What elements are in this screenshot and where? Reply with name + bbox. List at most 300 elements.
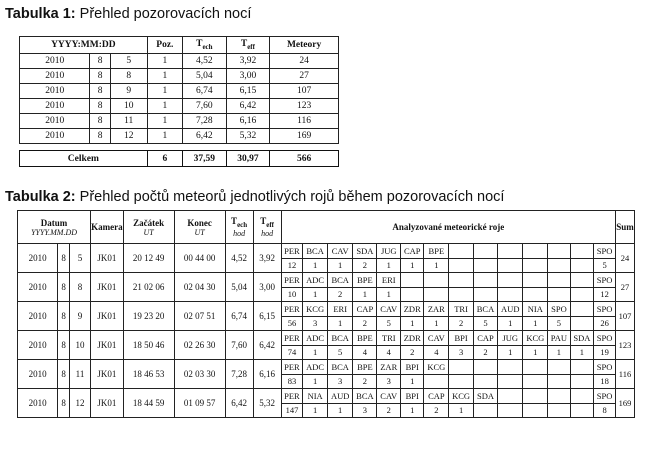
shower-count: 1 [303, 287, 328, 302]
shower-count: 3 [449, 345, 474, 360]
shower-count [424, 287, 449, 302]
t1-cell: 8 [90, 69, 110, 84]
t2-col-teff-sub: hod [261, 228, 274, 238]
shower-code [473, 360, 497, 375]
t2-cam-cell: JK01 [91, 331, 124, 360]
t1-col-tech-t: T [196, 39, 203, 50]
table-row [20, 99, 339, 114]
shower-code [473, 244, 497, 259]
table-row [18, 302, 635, 317]
spo-label: SPO [594, 302, 616, 317]
shower-count [498, 258, 523, 273]
shower-code: CAP [400, 244, 424, 259]
shower-count: 2 [328, 287, 353, 302]
t1-cell: 6,16 [226, 114, 270, 129]
shower-code [449, 360, 474, 375]
shower-code [523, 360, 548, 375]
t2-end-cell: 02 26 30 [174, 331, 225, 360]
shower-count: 1 [548, 345, 571, 360]
shower-code [548, 244, 571, 259]
spo-count: 18 [594, 374, 616, 389]
t2-d-cell: 10 [69, 331, 90, 360]
t1-col-teff-t: T [240, 39, 248, 50]
shower-code: BCA [328, 273, 353, 288]
shower-code: BCA [303, 244, 328, 259]
t2-m-cell: 8 [58, 273, 70, 302]
t1-cell: 8 [90, 99, 110, 114]
t2-col-datum-sub: YYYY.MM.DD [31, 227, 78, 237]
shower-code: PER [281, 244, 303, 259]
gap-cell [20, 144, 339, 151]
shower-code: PER [281, 273, 303, 288]
shower-count [570, 258, 594, 273]
t2-tech-cell: 4,52 [225, 244, 253, 273]
shower-count [570, 374, 594, 389]
table-row [20, 54, 339, 69]
t2-teff-cell: 3,00 [253, 273, 281, 302]
shower-count [498, 403, 523, 418]
t2-m-cell: 8 [58, 331, 70, 360]
shower-count: 1 [328, 258, 353, 273]
shower-count: 2 [353, 258, 377, 273]
t2-y-cell: 2010 [18, 273, 58, 302]
t1-cell: 8 [90, 129, 110, 144]
shower-code: ZDR [400, 331, 424, 346]
t1-cell: 1 [147, 99, 182, 114]
shower-count [570, 316, 594, 331]
shower-code: PAU [548, 331, 571, 346]
t1-cell: 27 [270, 69, 339, 84]
shower-code [523, 389, 548, 404]
t2-teff-cell: 5,32 [253, 389, 281, 418]
shower-count: 1 [498, 316, 523, 331]
shower-code [523, 273, 548, 288]
shower-count: 2 [473, 345, 497, 360]
table1-caption-text: Přehled pozorovacích nocí [75, 6, 252, 22]
t1-cell: 6,74 [183, 84, 227, 99]
table2-caption-label: Tabulka 2: [5, 189, 76, 205]
t1-col-date: YYYY:MM:DD [20, 37, 148, 54]
shower-code [498, 360, 523, 375]
shower-code: SDA [353, 244, 377, 259]
shower-count: 3 [328, 374, 353, 389]
shower-code: BCA [328, 360, 353, 375]
shower-count: 3 [377, 374, 401, 389]
shower-code: KCG [449, 389, 474, 404]
shower-count [570, 403, 594, 418]
t2-end-cell: 02 07 51 [174, 302, 225, 331]
t1-cell: 2010 [20, 99, 90, 114]
t2-end-cell: 02 04 30 [174, 273, 225, 302]
shower-code: CAP [424, 389, 449, 404]
shower-code: CAV [328, 244, 353, 259]
t2-col-tech-t: T [231, 216, 238, 227]
t1-col-meteory: Meteory [270, 37, 339, 54]
t2-m-cell: 8 [58, 389, 70, 418]
t1-cell: 9 [110, 84, 147, 99]
shower-count: 1 [523, 316, 548, 331]
shower-code: ADC [303, 360, 328, 375]
t1-cell: 1 [147, 129, 182, 144]
shower-count [523, 403, 548, 418]
t1-cell: 11 [110, 114, 147, 129]
shower-code: BPI [400, 360, 424, 375]
t2-y-cell: 2010 [18, 244, 58, 273]
t2-col-zacatek-sub: UT [143, 227, 154, 237]
shower-count: 5 [473, 316, 497, 331]
table2-body [18, 244, 635, 418]
t1-cell: 8 [90, 114, 110, 129]
table-row [18, 360, 635, 375]
t2-col-sum: Sum [616, 211, 635, 244]
shower-count [570, 287, 594, 302]
shower-code: CAP [473, 331, 497, 346]
shower-code: CAP [353, 302, 377, 317]
t1-cell: 8 [90, 54, 110, 69]
shower-count: 1 [400, 374, 424, 389]
shower-code: BPI [400, 389, 424, 404]
t1-cell: 107 [270, 84, 339, 99]
shower-count: 1 [424, 316, 449, 331]
shower-code: ZAR [424, 302, 449, 317]
t1-cell: 3,00 [226, 69, 270, 84]
shower-count: 2 [400, 345, 424, 360]
t2-cam-cell: JK01 [91, 244, 124, 273]
shower-count: 4 [424, 345, 449, 360]
shower-count [523, 258, 548, 273]
t1-cell: 24 [270, 54, 339, 69]
shower-count [473, 403, 497, 418]
t1-cell: 2010 [20, 69, 90, 84]
t1-cell: 123 [270, 99, 339, 114]
shower-code [523, 244, 548, 259]
t1-total-cell: 30,97 [226, 151, 270, 167]
shower-count [523, 287, 548, 302]
t2-tech-cell: 6,42 [225, 389, 253, 418]
shower-code [449, 244, 474, 259]
shower-code: BCA [328, 331, 353, 346]
t1-cell: 7,60 [183, 99, 227, 114]
shower-count: 2 [353, 374, 377, 389]
table1-gap [20, 144, 339, 151]
t1-cell: 6,15 [226, 84, 270, 99]
shower-code: BPE [424, 244, 449, 259]
shower-code [473, 273, 497, 288]
shower-count [548, 258, 571, 273]
table-row [20, 114, 339, 129]
shower-count: 1 [303, 345, 328, 360]
t2-col-datum [18, 211, 91, 244]
t1-cell: 1 [147, 54, 182, 69]
shower-code [548, 360, 571, 375]
table1-header-row [20, 37, 339, 54]
t2-col-zacatek-label: Začátek [133, 217, 165, 228]
table-row [20, 129, 339, 144]
shower-count: 5 [328, 345, 353, 360]
shower-code: ERI [377, 273, 401, 288]
shower-code: SPO [548, 302, 571, 317]
t2-col-teff-s: eff [266, 220, 274, 229]
t1-cell: 5,32 [226, 129, 270, 144]
shower-count: 5 [377, 316, 401, 331]
t1-cell: 7,28 [183, 114, 227, 129]
shower-count: 83 [281, 374, 303, 389]
t2-y-cell: 2010 [18, 389, 58, 418]
shower-count [548, 374, 571, 389]
shower-code [498, 389, 523, 404]
t1-cell: 1 [147, 84, 182, 99]
t2-m-cell: 8 [58, 244, 70, 273]
spo-count: 5 [594, 258, 616, 273]
shower-count: 2 [377, 403, 401, 418]
shower-count [449, 374, 474, 389]
t2-cam-cell: JK01 [91, 389, 124, 418]
sum-cell: 123 [616, 331, 635, 360]
t2-y-cell: 2010 [18, 360, 58, 389]
t2-y-cell: 2010 [18, 302, 58, 331]
shower-code: BPI [449, 331, 474, 346]
shower-code: SDA [473, 389, 497, 404]
shower-count: 74 [281, 345, 303, 360]
table1-caption-label: Tabulka 1: [5, 6, 76, 22]
spo-label: SPO [594, 273, 616, 288]
t1-col-teff-sub: eff [247, 42, 255, 51]
t2-end-cell: 02 03 30 [174, 360, 225, 389]
t1-total-cell: 6 [147, 151, 182, 167]
shower-count: 1 [400, 258, 424, 273]
shower-count [473, 287, 497, 302]
shower-count [498, 287, 523, 302]
shower-count [449, 287, 474, 302]
t1-cell: 5,04 [183, 69, 227, 84]
shower-count: 1 [328, 403, 353, 418]
t2-m-cell: 8 [58, 302, 70, 331]
shower-code: CAV [424, 331, 449, 346]
table2-caption [5, 189, 504, 206]
t2-col-teff-t: T [260, 216, 267, 227]
table1-body [20, 54, 339, 167]
sum-cell: 107 [616, 302, 635, 331]
t2-cam-cell: JK01 [91, 302, 124, 331]
shower-code [570, 389, 594, 404]
t2-col-zacatek [123, 211, 174, 244]
t2-cam-cell: JK01 [91, 360, 124, 389]
shower-count: 1 [303, 403, 328, 418]
t2-col-teff [253, 211, 281, 244]
t1-col-tech-sub: ech [202, 42, 213, 51]
shower-count: 1 [570, 345, 594, 360]
sum-cell: 24 [616, 244, 635, 273]
shower-count: 4 [377, 345, 401, 360]
t1-cell: 4,52 [183, 54, 227, 69]
shower-count: 2 [449, 316, 474, 331]
shower-code: KCG [303, 302, 328, 317]
t1-cell: 10 [110, 99, 147, 114]
shower-count [449, 258, 474, 273]
shower-code: KCG [523, 331, 548, 346]
shower-code [498, 244, 523, 259]
spo-count: 12 [594, 287, 616, 302]
t1-cell: 5 [110, 54, 147, 69]
t1-cell: 12 [110, 129, 147, 144]
shower-code: BCA [353, 389, 377, 404]
sum-cell: 169 [616, 389, 635, 418]
t1-cell: 1 [147, 69, 182, 84]
sum-cell: 27 [616, 273, 635, 302]
shower-count [473, 374, 497, 389]
shower-count: 1 [400, 316, 424, 331]
t2-d-cell: 8 [69, 273, 90, 302]
t2-d-cell: 9 [69, 302, 90, 331]
table-row [20, 84, 339, 99]
t1-cell: 2010 [20, 84, 90, 99]
spo-count: 26 [594, 316, 616, 331]
t2-start-cell: 21 02 06 [123, 273, 174, 302]
shower-code: AUD [328, 389, 353, 404]
t2-tech-cell: 6,74 [225, 302, 253, 331]
table-row [18, 273, 635, 288]
t2-d-cell: 12 [69, 389, 90, 418]
shower-count: 1 [523, 345, 548, 360]
shower-code [570, 273, 594, 288]
t1-total-label: Celkem [20, 151, 148, 167]
shower-count: 12 [281, 258, 303, 273]
t2-start-cell: 18 46 53 [123, 360, 174, 389]
t1-cell: 6,42 [183, 129, 227, 144]
shower-count [548, 403, 571, 418]
t1-cell: 3,92 [226, 54, 270, 69]
table-row [18, 331, 635, 346]
table2-caption-text: Přehled počtů meteorů jednotlivých rojů během pozorovacích nocí [75, 189, 505, 205]
t2-col-datum-label: Datum [40, 217, 68, 228]
observation-nights-table [19, 36, 339, 167]
shower-count: 147 [281, 403, 303, 418]
t1-cell: 8 [90, 84, 110, 99]
t2-col-tech [225, 211, 253, 244]
shower-code: NIA [303, 389, 328, 404]
shower-count: 1 [377, 287, 401, 302]
sum-cell: 116 [616, 360, 635, 389]
t2-start-cell: 19 23 20 [123, 302, 174, 331]
shower-count: 5 [548, 316, 571, 331]
spo-label: SPO [594, 389, 616, 404]
shower-code: TRI [377, 331, 401, 346]
t2-teff-cell: 3,92 [253, 244, 281, 273]
t2-teff-cell: 6,42 [253, 331, 281, 360]
spo-label: SPO [594, 331, 616, 346]
t2-tech-cell: 7,28 [225, 360, 253, 389]
t1-total-cell: 37,59 [183, 151, 227, 167]
shower-count: 3 [353, 403, 377, 418]
shower-counts-table [17, 210, 635, 418]
shower-code: PER [281, 389, 303, 404]
shower-count: 10 [281, 287, 303, 302]
shower-count [548, 287, 571, 302]
shower-code: BPE [353, 273, 377, 288]
shower-count: 3 [303, 316, 328, 331]
table-row [20, 69, 339, 84]
shower-code: JUG [377, 244, 401, 259]
shower-code: NIA [523, 302, 548, 317]
shower-code: AUD [498, 302, 523, 317]
shower-count: 4 [353, 345, 377, 360]
shower-count: 1 [353, 287, 377, 302]
t2-start-cell: 18 44 59 [123, 389, 174, 418]
shower-code: TRI [449, 302, 474, 317]
spo-label: SPO [594, 244, 616, 259]
shower-code [400, 273, 424, 288]
t2-tech-cell: 5,04 [225, 273, 253, 302]
shower-code: ZDR [400, 302, 424, 317]
t2-teff-cell: 6,15 [253, 302, 281, 331]
t1-cell: 116 [270, 114, 339, 129]
shower-count: 1 [328, 316, 353, 331]
t2-col-konec [174, 211, 225, 244]
shower-code: BCA [473, 302, 497, 317]
table1-caption [5, 6, 251, 23]
t2-col-tech-sub: hod [233, 228, 246, 238]
t1-col-teff [226, 37, 270, 54]
shower-code: BPE [353, 331, 377, 346]
t1-col-tech [183, 37, 227, 54]
t2-teff-cell: 6,16 [253, 360, 281, 389]
shower-code [498, 273, 523, 288]
t2-start-cell: 20 12 49 [123, 244, 174, 273]
shower-code: BPE [353, 360, 377, 375]
shower-count: 1 [303, 258, 328, 273]
shower-code [449, 273, 474, 288]
t2-d-cell: 5 [69, 244, 90, 273]
t1-cell: 2010 [20, 54, 90, 69]
t1-total-cell: 566 [270, 151, 339, 167]
shower-count [424, 374, 449, 389]
table-row [18, 244, 635, 259]
shower-code: ADC [303, 331, 328, 346]
shower-code: PER [281, 331, 303, 346]
shower-count: 2 [353, 316, 377, 331]
shower-code: KCG [424, 360, 449, 375]
shower-count: 56 [281, 316, 303, 331]
t2-col-tech-s: ech [237, 220, 248, 229]
shower-code [570, 360, 594, 375]
shower-code: CAV [377, 389, 401, 404]
shower-code: JUG [498, 331, 523, 346]
shower-count: 1 [498, 345, 523, 360]
shower-code: CAV [377, 302, 401, 317]
table1-total-row [20, 151, 339, 167]
t2-tech-cell: 7,60 [225, 331, 253, 360]
shower-count [498, 374, 523, 389]
shower-code [424, 273, 449, 288]
t2-end-cell: 00 44 00 [174, 244, 225, 273]
shower-count [400, 287, 424, 302]
shower-count: 1 [377, 258, 401, 273]
t2-col-kamera: Kamera [91, 211, 124, 244]
t1-col-poz: Poz. [147, 37, 182, 54]
shower-code: SDA [570, 331, 594, 346]
shower-code: ZAR [377, 360, 401, 375]
t2-col-konec-label: Konec [187, 217, 212, 228]
t2-d-cell: 11 [69, 360, 90, 389]
t2-col-konec-sub: UT [194, 227, 205, 237]
shower-count: 1 [424, 258, 449, 273]
shower-count: 1 [400, 403, 424, 418]
t2-cam-cell: JK01 [91, 273, 124, 302]
t1-cell: 1 [147, 114, 182, 129]
shower-code: PER [281, 360, 303, 375]
spo-count: 19 [594, 345, 616, 360]
shower-code [570, 302, 594, 317]
